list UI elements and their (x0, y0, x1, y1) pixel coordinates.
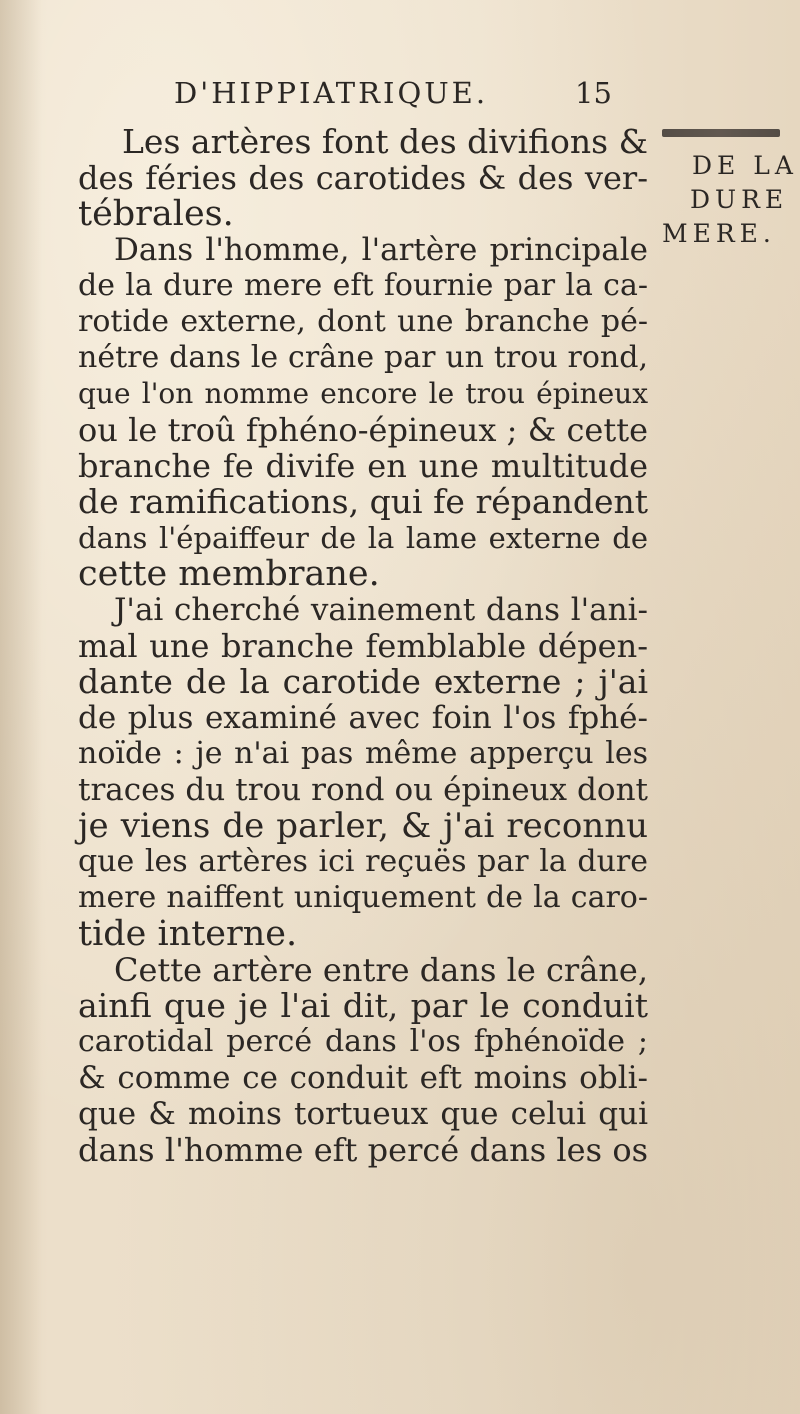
text-line: dans l'homme eft percé dans les os (78, 1131, 648, 1169)
text-line: mal une branche femblable dépen- (78, 627, 648, 665)
text-line: J'ai cherché vainement dans l'ani- (114, 592, 648, 628)
text-line: noïde : je n'ai pas même apperçu les (78, 736, 648, 771)
text-line: tide interne. (78, 914, 298, 954)
text-line: que les artères ici reçuës par la dure (78, 844, 648, 879)
text-line: cette membrane. (78, 554, 380, 594)
text-line: ou le troû fphéno-épineux ; & cette (78, 411, 648, 449)
margin-note-line: MERE. (662, 219, 776, 248)
text-line: dante de la carotide externe ; j'ai (78, 662, 648, 701)
running-head (0, 76, 800, 116)
text-line: nétre dans le crâne par un trou rond, (78, 340, 648, 375)
page-number: 15 (575, 76, 612, 110)
body-text (78, 124, 648, 1168)
text-line: des féries des carotides & des ver- (78, 159, 648, 197)
text-line: Dans l'homme, l'artère principale (114, 232, 648, 268)
margin-note-line: DURE (690, 185, 789, 214)
text-line: dans l'épaiffeur de la lame externe de (78, 521, 648, 555)
text-line: traces du trou rond ou épineux dont (78, 772, 648, 808)
page-gutter-shadow (0, 0, 42, 1414)
text-line: Cette artère entre dans le crâne, (114, 951, 648, 989)
text-line: branche fe divife en une multitude (78, 447, 648, 485)
margin-note (662, 129, 798, 251)
text-line: que & moins tortueux que celui qui (78, 1096, 648, 1132)
text-line: que l'on nomme encore le trou épineux (78, 377, 648, 410)
text-line: & comme ce conduit eft moins obli- (78, 1060, 648, 1096)
text-line: de la dure mere eft fournie par la ca- (78, 268, 648, 303)
text-line: tébrales. (78, 194, 234, 234)
text-line: je viens de parler, & j'ai reconnu (78, 806, 648, 846)
text-line: mere naiffent uniquement de la caro- (78, 880, 648, 915)
text-line: rotide externe, dont une branche pé- (78, 304, 648, 339)
text-line: ainfi que je l'ai dit, par le conduit (78, 986, 648, 1025)
text-line: de plus examiné avec foin l'os fphé- (78, 700, 648, 736)
text-line: de ramifications, qui fe répandent (78, 482, 648, 521)
running-title: D'HIPPIATRIQUE. (174, 76, 489, 110)
margin-note-line: DE LA (692, 151, 798, 180)
text-line: carotidal percé dans l'os fphénoïde ; (78, 1024, 648, 1059)
text-line: Les artères font des divifions & (122, 122, 648, 161)
margin-rule (662, 129, 780, 137)
